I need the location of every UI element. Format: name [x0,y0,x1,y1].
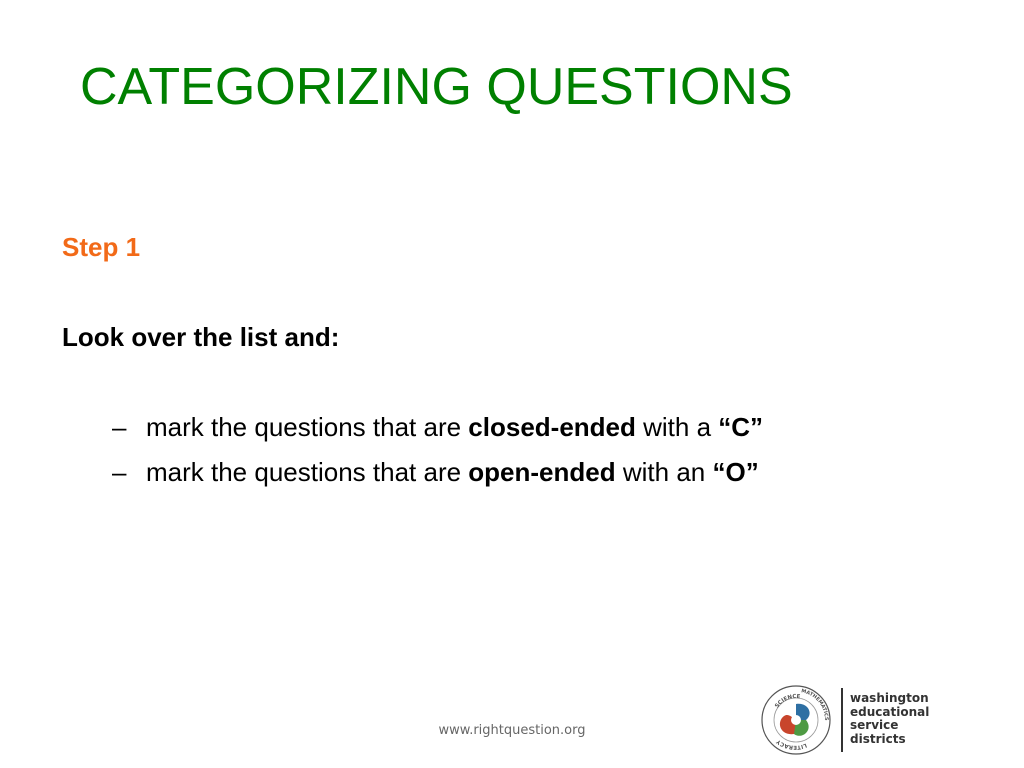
instruction-text: mark the questions that are [146,412,469,442]
term-closed-ended: closed-ended [468,412,636,442]
instruction-text: mark the questions that are [146,457,469,487]
ring-word-literacy: LITERACY [775,738,808,750]
wordmark-line: educational [850,704,930,719]
mark-c: “C” [718,412,764,442]
footer-url: www.rightquestion.org [438,723,586,738]
wesd-logo [760,684,930,758]
wesd-wordmark [850,692,929,746]
dash-bullet: – [112,457,127,487]
instruction-list [112,412,763,502]
instruction-text: with an [615,457,713,487]
ring-word-science: SCIENCE [774,693,801,710]
wordmark-line: service [850,718,899,732]
ring-word-mathematics: MATHEMATICS [800,688,830,721]
instruction-text: with a [635,412,719,442]
term-open-ended: open-ended [468,457,616,487]
logo-divider [841,688,843,752]
mark-o: “O” [712,457,759,487]
slide-title: CATEGORIZING QUESTIONS [80,58,793,116]
wesd-logo-mark-icon [760,684,832,756]
dash-bullet: – [112,412,127,442]
step-label: Step 1 [62,232,141,262]
instruction-open-ended [112,457,763,502]
wordmark-line: washington [850,691,929,705]
intro-text: Look over the list and: [62,322,340,352]
wordmark-line: districts [850,731,906,746]
instruction-closed-ended [112,412,763,457]
